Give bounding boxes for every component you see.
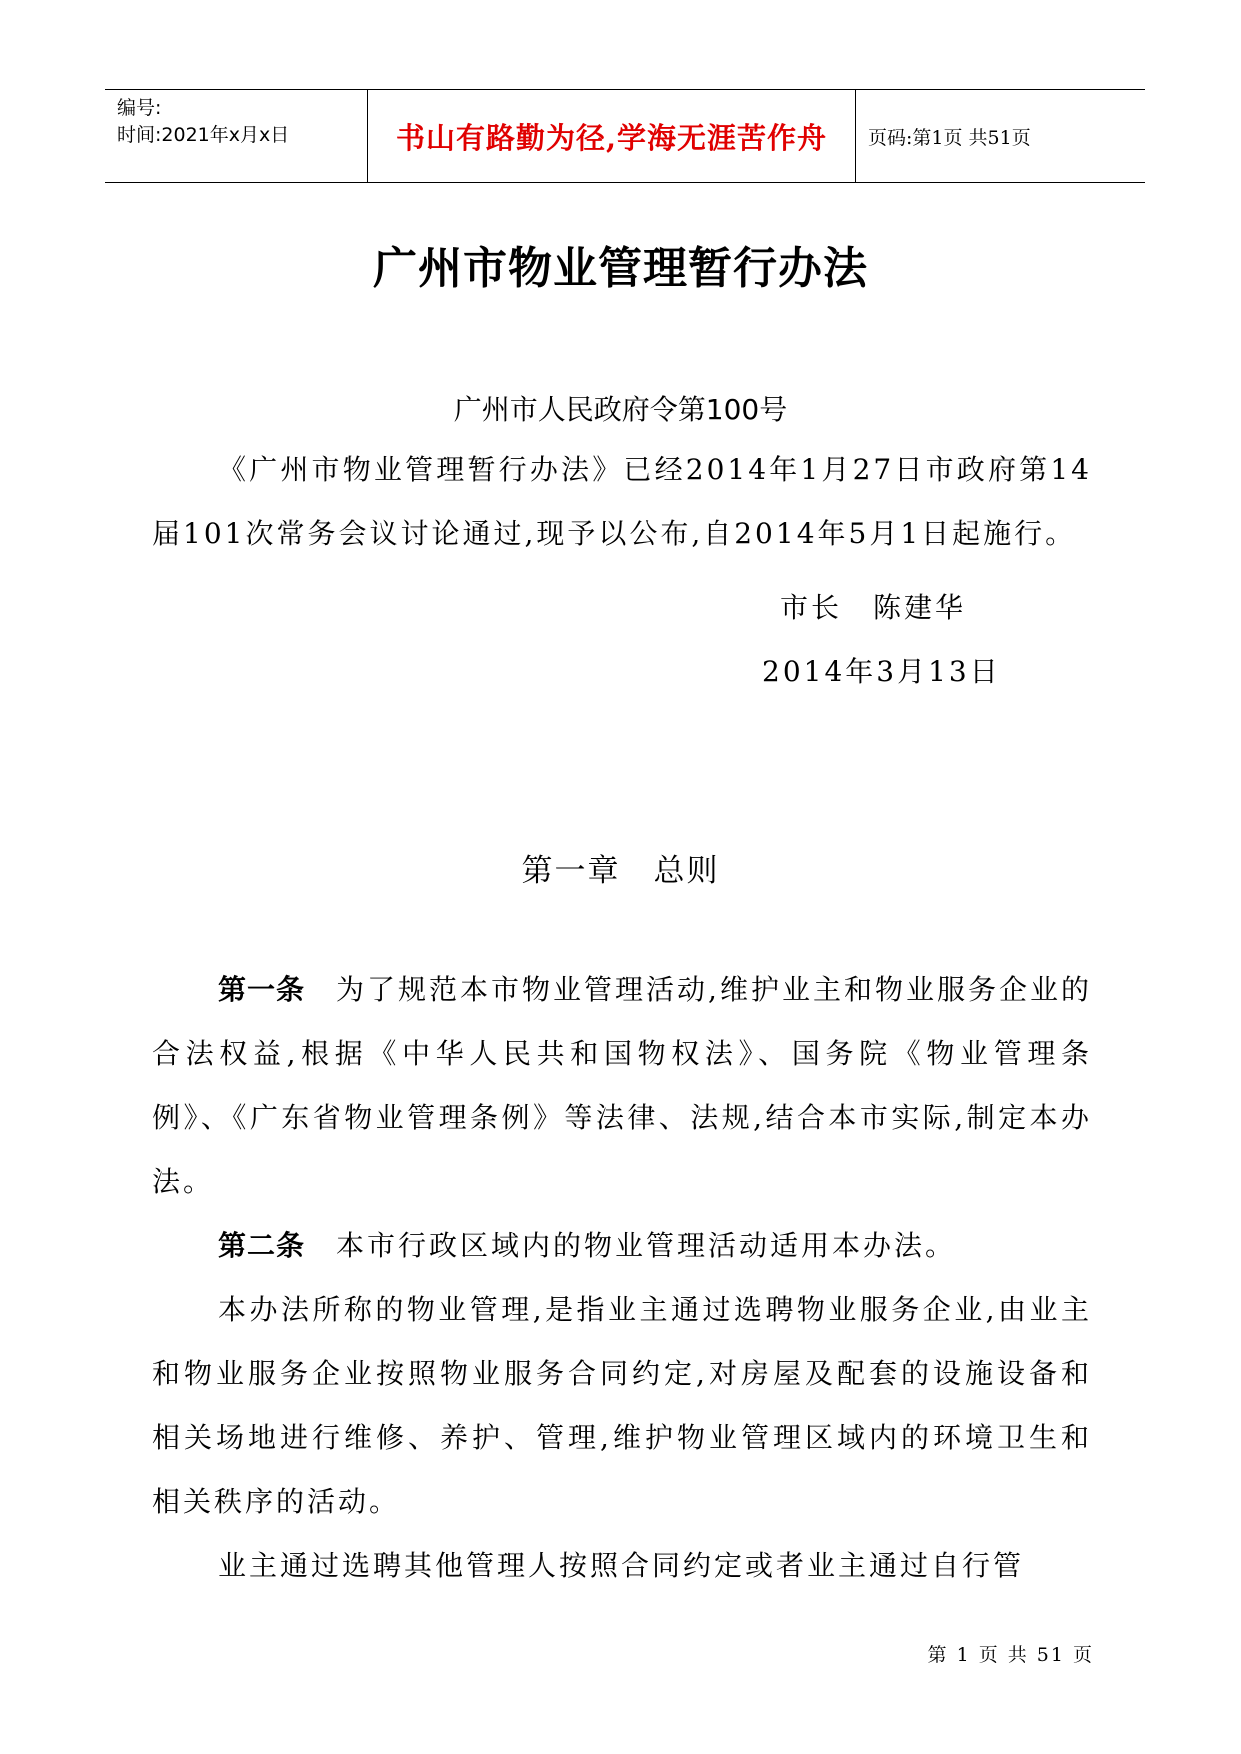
decree-date: 2014年3月13日 [762,655,1001,688]
header-meta-cell [105,90,368,182]
motto-text: 书山有路勤为径,学海无涯苦作舟 [395,120,828,155]
article-1-label: 第一条 [218,973,306,1006]
signatory: 市长 陈建华 [780,591,967,624]
document-title: 广州市物业管理暂行办法 [373,243,868,294]
header-page-info: 页码:第1页 共51页 [868,126,1031,149]
header-page-cell [856,90,1145,182]
article-2 [152,1214,1092,1278]
article-1-text: 为了规范本市物业管理活动,维护业主和物业服务企业的合法权益,根据《中华人民共和国物权法》、国务院《物业管理条例》、《广东省物业管理条例》等法律、法规,结合本市实际,制定本办法。 [152,973,1092,1198]
decree-number: 广州市人民政府令第100号 [453,393,788,426]
decree-text: 《广州市物业管理暂行办法》已经2014年1月27日市政府第14届101次常务会议讨论通过,现予以公布,自2014年5月1日起施行。 [152,453,1092,550]
time-label: 时间:2021年x月x日 [117,124,290,146]
article-1 [152,958,1092,1214]
article-2-text: 本市行政区域内的物业管理活动适用本办法。 [336,1229,957,1262]
header-motto-cell [368,90,856,182]
paragraph-definition: 本办法所称的物业管理,是指业主通过选聘物业服务企业,由业主和物业服务企业按照物业服务合同约定,对房屋及配套的设施设备和相关场地进行维修、养护、管理,维护物业管理区域内的环境卫生和相关秩序的活动。 [152,1293,1092,1518]
paragraph-continued: 业主通过选聘其他管理人按照合同约定或者业主通过自行管 [218,1549,1025,1582]
page-footer: 第 1 页 共 51 页 [927,1644,1094,1666]
page-header [105,89,1145,183]
chapter-heading: 第一章 总则 [521,853,720,889]
number-label: 编号: [117,97,162,119]
article-2-label: 第二条 [218,1229,306,1262]
